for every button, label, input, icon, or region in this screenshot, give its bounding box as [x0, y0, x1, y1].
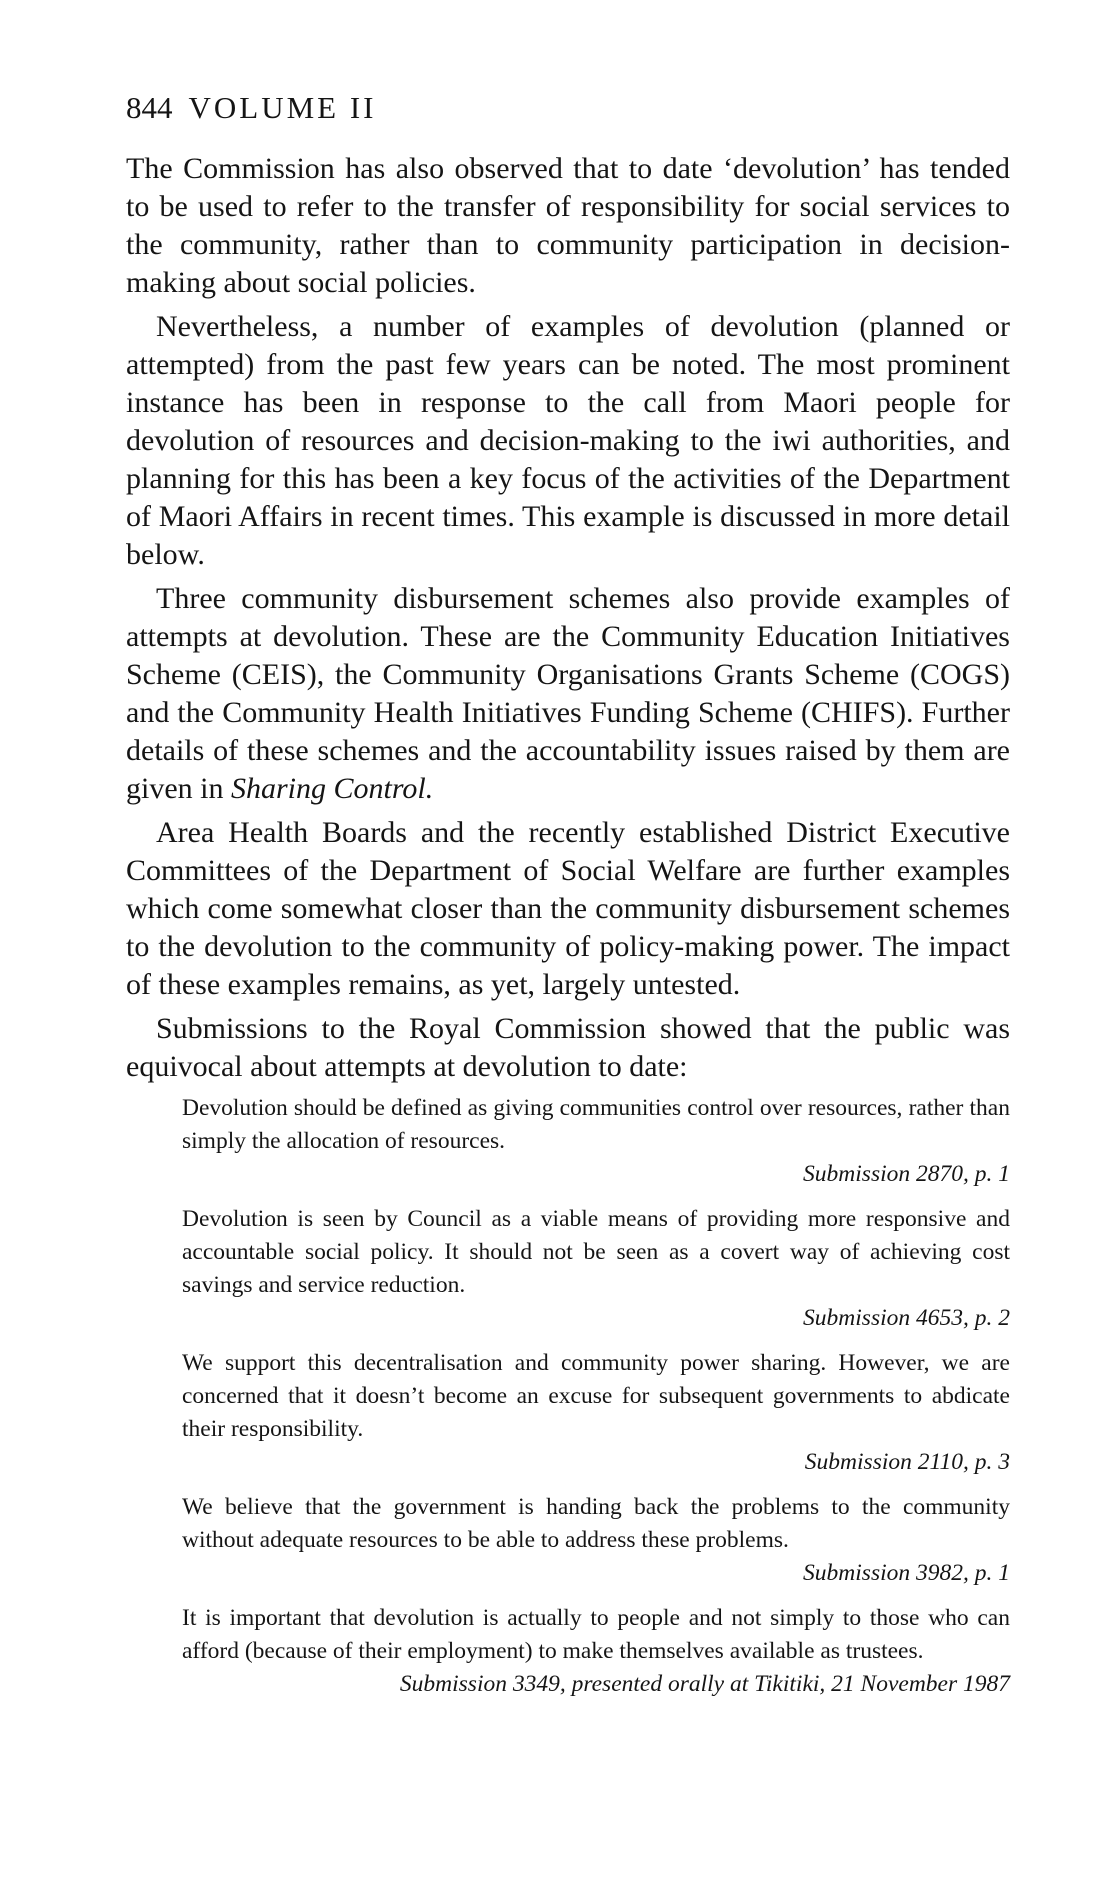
page-body	[126, 150, 1010, 1713]
quote-4	[182, 1491, 1010, 1590]
quote-citation: Submission 4653, p. 2	[803, 1305, 1010, 1331]
quote-text: It is important that devolution is actually to people and not simply to those who can afford (because of their employment) to make themselves available as trustees.	[182, 1605, 1010, 1664]
quote-citation: Submission 3349, presented orally at Tikitiki, 21 November 1987	[399, 1671, 1010, 1697]
quote-text: Devolution should be defined as giving communities control over resources, rather than simply the allocation of resources.	[182, 1095, 1010, 1154]
quote-citation: Submission 3982, p. 1	[803, 1560, 1010, 1586]
submission-quotes	[182, 1092, 1010, 1701]
running-header	[126, 88, 377, 128]
paragraph-3-text: Three community disbursement schemes also provide examples of attempts at devolution. These are the Community Education Initiatives Scheme (CEIS), the Community Organisations Grants Scheme (COGS) and the Community Health Initiatives Funding Scheme (CHIFS). Further details of these schemes and the accountability issues raised by them are given in	[126, 582, 1010, 805]
quote-1	[182, 1092, 1010, 1191]
quote-2	[182, 1203, 1010, 1335]
quote-text: Devolution is seen by Council as a viable means of providing more responsive and accountable social policy. It should not be seen as a covert way of achieving cost savings and service reduction.	[182, 1206, 1010, 1298]
volume-label: VOLUME II	[188, 90, 377, 125]
quote-3	[182, 1347, 1010, 1479]
page-number: 844	[126, 90, 173, 125]
quote-text: We believe that the government is handing back the problems to the community without adequate resources to be able to address these problems.	[182, 1494, 1010, 1553]
paragraph-2: Nevertheless, a number of examples of devolution (planned or attempted) from the past few years can be noted. The most prominent instance has been in response to the call from Maori people for devolution of resources and decision-making to the iwi authorities, and planning for this has been a key focus of the activities of the Department of Maori Affairs in recent times. This example is discussed in more detail below.	[126, 310, 1010, 571]
sharing-control-reference: Sharing Control.	[231, 772, 434, 805]
quote-citation: Submission 2870, p. 1	[803, 1161, 1010, 1187]
paragraph-1: The Commission has also observed that to date ‘devolution’ has tended to be used to refer to the transfer of responsibility for social services to the community, rather than to community participation in decision-making about social policies.	[126, 152, 1010, 299]
paragraph-5: Submissions to the Royal Commission showed that the public was equivocal about attempts at devolution to date:	[126, 1012, 1010, 1083]
quote-5	[182, 1602, 1010, 1701]
paragraph-3	[126, 580, 1010, 808]
quote-citation: Submission 2110, p. 3	[804, 1449, 1010, 1475]
paragraph-4: Area Health Boards and the recently established District Executive Committees of the Department of Social Welfare are further examples which come somewhat closer than the community disbursement schemes to the devolution to the community of policy-making power. The impact of these examples remains, as yet, largely untested.	[126, 816, 1010, 1001]
quote-text: We support this decentralisation and community power sharing. However, we are concerned that it doesn’t become an excuse for subsequent governments to abdicate their responsibility.	[182, 1350, 1010, 1442]
